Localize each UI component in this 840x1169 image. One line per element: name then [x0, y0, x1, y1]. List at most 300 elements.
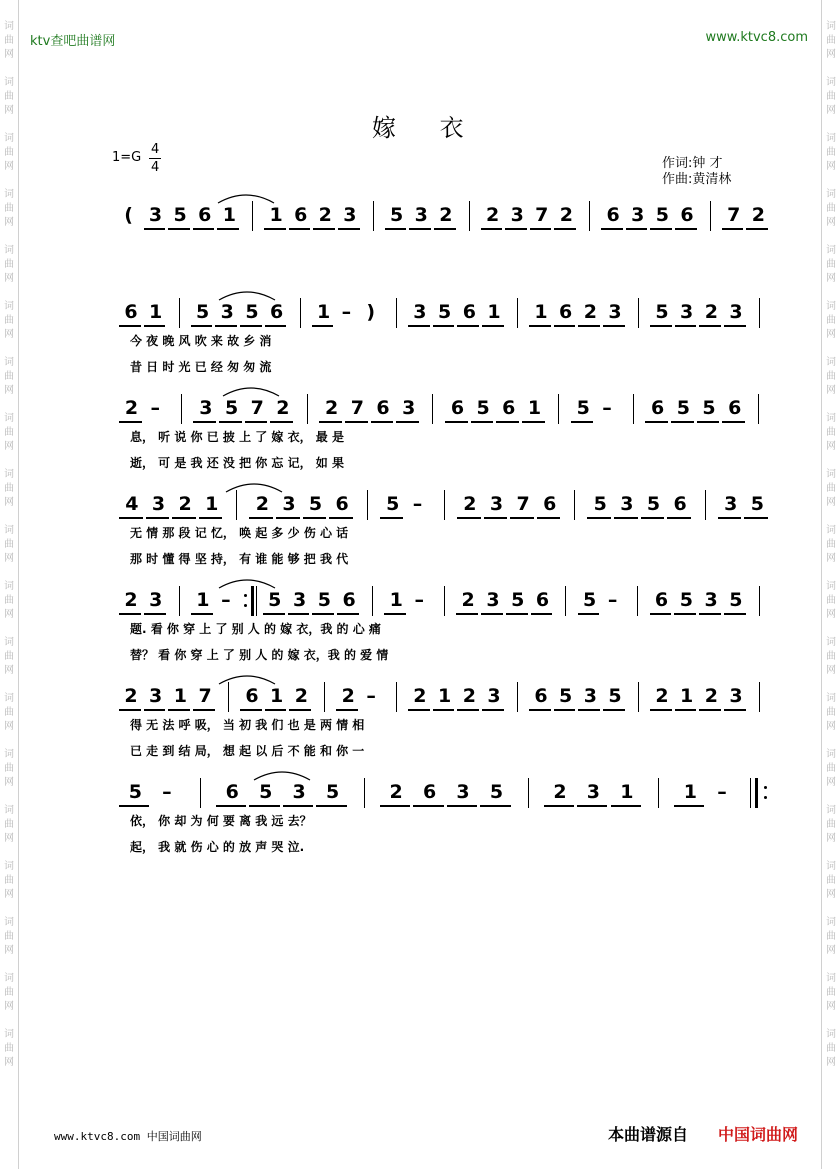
score-note: 1 — [270, 685, 284, 707]
score-note: 5 — [476, 397, 490, 419]
score-note: 3 — [724, 493, 738, 515]
beam-underline — [530, 228, 552, 230]
beam-underline — [554, 228, 576, 230]
beam-underline — [445, 421, 468, 423]
score-note: 3 — [680, 301, 694, 323]
slur-mark — [221, 384, 281, 398]
beam-underline — [482, 325, 504, 327]
score-note: – — [341, 301, 352, 323]
time-signature-top: 4 — [151, 142, 160, 157]
beam-underline — [722, 228, 744, 230]
bar-line — [444, 586, 445, 616]
lyric-line-verse-1: 无 情 那 段 记 忆， 唤 起 多 少 伤 心 话 — [130, 526, 349, 540]
bar-line — [181, 394, 182, 424]
beam-underline — [699, 325, 721, 327]
score-note: 5 — [750, 493, 764, 515]
slur-mark — [217, 576, 277, 590]
score-note: 1 — [196, 589, 210, 611]
score-note: 5 — [245, 301, 259, 323]
left-watermark: 词 曲 网 词 曲 网 词 曲 网 词 曲 网 词 曲 网 词 曲 网 词 曲 网 词 曲 网 词 曲 网 词 曲 网 词 曲 网 词 曲 网 词 曲 网 词 曲 网 词 曲 网 词 曲 网 词 曲 网 词 曲 网 词 曲 网 — [4, 21, 14, 1068]
score-note: – — [150, 397, 160, 419]
bar-line — [179, 586, 180, 616]
score-note: 3 — [608, 301, 622, 323]
beam-underline — [144, 709, 166, 711]
score-note: 2 — [485, 204, 500, 226]
bar-line — [396, 298, 397, 328]
bar-line — [638, 298, 639, 328]
bar-line — [307, 394, 308, 424]
beam-underline — [217, 228, 239, 230]
beam-underline — [650, 613, 672, 615]
beam-underline — [199, 517, 223, 519]
bar-line — [755, 778, 758, 808]
score-note: 6 — [651, 397, 665, 419]
score-note: 2 — [341, 685, 355, 707]
beam-underline — [578, 325, 600, 327]
song-title: 嫁 衣 — [372, 114, 482, 142]
score-note: 3 — [704, 589, 718, 611]
beam-underline — [219, 421, 242, 423]
score-note: – — [717, 781, 727, 803]
bar-line — [228, 682, 229, 712]
score-note: 2 — [255, 493, 269, 515]
beam-underline — [265, 325, 287, 327]
beam-underline — [433, 325, 455, 327]
slur-mark — [224, 480, 284, 494]
score-note: 5 — [729, 589, 743, 611]
lyric-line-verse-2: 替？ 看 你 穿 上 了 别 人 的 嫁 衣，我 的 爱 情 — [130, 648, 389, 662]
score-note: – — [366, 685, 376, 707]
beam-underline — [457, 709, 479, 711]
beam-underline — [396, 421, 419, 423]
beam-underline — [384, 613, 406, 615]
score-note: 5 — [655, 204, 669, 226]
beam-underline — [746, 228, 768, 230]
bar-line — [372, 586, 373, 616]
score-note: 2 — [276, 397, 290, 419]
beam-underline — [319, 421, 342, 423]
score-note: 1 — [534, 301, 548, 323]
beam-underline — [601, 228, 623, 230]
beam-underline — [554, 325, 576, 327]
beam-underline — [276, 517, 300, 519]
beam-underline — [408, 709, 430, 711]
score-note: 3 — [729, 301, 743, 323]
score-note: 6 — [376, 397, 390, 419]
score-note: 3 — [148, 204, 163, 226]
score-note: 2 — [583, 301, 597, 323]
score-note: 5 — [576, 397, 590, 419]
score-note: 6 — [502, 397, 516, 419]
score-note: 5 — [317, 589, 331, 611]
beam-underline — [537, 517, 561, 519]
score-note: 2 — [178, 493, 192, 515]
beam-underline — [313, 228, 335, 230]
beam-underline — [371, 421, 394, 423]
score-note: 4 — [125, 493, 139, 515]
beam-underline — [433, 709, 455, 711]
score-note: 3 — [292, 589, 307, 611]
beam-underline — [168, 709, 190, 711]
score-note: 5 — [128, 781, 142, 803]
beam-underline — [263, 613, 285, 615]
beam-underline — [240, 709, 262, 711]
score-note: 5 — [386, 493, 400, 515]
beam-underline — [338, 228, 360, 230]
bar-line — [517, 298, 518, 328]
lyric-line-verse-2: 昔 日 时 光 已 经 匆 匆 流 — [130, 360, 272, 374]
bar-line — [469, 201, 470, 231]
score-note: 6 — [654, 589, 669, 611]
score-note: 6 — [559, 301, 573, 323]
beam-underline — [345, 421, 368, 423]
score-note: 3 — [583, 685, 597, 707]
beam-underline — [506, 613, 528, 615]
beam-underline — [249, 517, 273, 519]
score-note: 2 — [439, 204, 453, 226]
score-note: 2 — [655, 685, 669, 707]
beam-underline — [614, 517, 638, 519]
beam-underline — [699, 709, 721, 711]
score-note: 1 — [620, 781, 634, 803]
lyric-line-verse-1: 得 无 法 呼 吸， 当 初 我 们 也 是 两 情 相 — [130, 718, 365, 732]
beam-underline — [611, 805, 641, 807]
header-site-name[interactable]: ktv查吧曲谱网 — [30, 34, 116, 49]
bar-line — [758, 394, 759, 424]
beam-underline — [457, 325, 479, 327]
beam-underline — [603, 709, 625, 711]
beam-underline — [193, 709, 215, 711]
score-note: 3 — [413, 301, 427, 323]
bar-line — [565, 586, 566, 616]
score-note: 5 — [173, 204, 187, 226]
score-note: 2 — [389, 781, 403, 803]
bar-line — [558, 394, 559, 424]
score-note: 1 — [487, 301, 501, 323]
beam-underline — [578, 613, 600, 615]
score-note: 3 — [282, 493, 296, 515]
beam-underline — [312, 325, 334, 327]
beam-underline — [312, 613, 334, 615]
beam-underline — [119, 325, 141, 327]
beam-underline — [554, 709, 576, 711]
lyric-line-verse-2: 那 时 懂 得 坚 持， 有 谁 能 够 把 我 代 — [130, 552, 349, 566]
beam-underline — [193, 228, 215, 230]
footer-origin-site[interactable]: 中国词曲网 — [718, 1125, 799, 1144]
beam-underline — [289, 228, 311, 230]
score-note: 6 — [462, 301, 476, 323]
right-margin-line — [821, 0, 822, 1169]
score-note: 1 — [149, 301, 163, 323]
bar-line — [638, 682, 639, 712]
bar-line-repeat — [750, 778, 751, 808]
score-note: 5 — [593, 493, 607, 515]
beam-underline — [510, 517, 534, 519]
score-note: 6 — [535, 589, 550, 611]
lyric-line-verse-1: 题. 看 你 穿 上 了 别 人 的 嫁 衣，我 的 心 痛 — [130, 622, 381, 636]
beam-underline — [675, 325, 697, 327]
bar-line — [589, 201, 590, 231]
score-note: 1 — [205, 493, 219, 515]
score-note: 5 — [308, 493, 323, 515]
beam-underline — [264, 228, 286, 230]
score-note: 2 — [461, 589, 475, 611]
score-note: ( — [124, 204, 133, 226]
score-note: 6 — [335, 493, 349, 515]
bar-line — [574, 490, 575, 520]
beam-underline — [577, 805, 607, 807]
beam-underline — [674, 613, 696, 615]
repeat-dot — [244, 594, 247, 597]
bar-line — [710, 201, 711, 231]
bar-line — [252, 201, 253, 231]
bar-line — [324, 682, 325, 712]
lyric-line-verse-1: 息， 听 说 你 已 披 上 了 嫁 衣， 最 是 — [130, 430, 344, 444]
beam-underline — [674, 805, 704, 807]
score-note: 5 — [438, 301, 452, 323]
score-note: 5 — [646, 493, 661, 515]
beam-underline — [144, 325, 166, 327]
score-note: 2 — [124, 397, 139, 419]
beam-underline — [641, 517, 665, 519]
beam-underline — [119, 805, 149, 807]
beam-underline — [447, 805, 477, 807]
bar-line — [759, 298, 760, 328]
beam-underline — [697, 421, 720, 423]
beam-underline — [481, 228, 503, 230]
beam-underline — [119, 517, 143, 519]
beam-underline — [650, 228, 672, 230]
beam-underline — [522, 421, 545, 423]
score-note: 6 — [534, 685, 548, 707]
beam-underline — [571, 421, 594, 423]
header-site-url[interactable]: www.ktvc8.com — [705, 30, 808, 45]
score-note: 5 — [224, 397, 239, 419]
score-note: 6 — [422, 781, 437, 803]
beam-underline — [216, 805, 246, 807]
beam-underline — [456, 613, 478, 615]
score-note: 3 — [456, 781, 470, 803]
score-note: 1 — [680, 685, 694, 707]
beam-underline — [529, 325, 551, 327]
score-note: 1 — [389, 589, 403, 611]
score-note: 6 — [680, 204, 694, 226]
beam-underline — [699, 613, 721, 615]
beam-underline — [409, 228, 431, 230]
beam-underline — [168, 228, 190, 230]
score-note: 2 — [751, 204, 765, 226]
bar-line — [251, 586, 254, 616]
score-note: 2 — [462, 685, 476, 707]
repeat-dot — [244, 604, 247, 607]
beam-underline — [481, 613, 503, 615]
score-note: 3 — [486, 589, 500, 611]
lyric-line-verse-2: 已 走 到 结 局， 想 起 以 后 不 能 和 你 一 — [130, 744, 365, 758]
score-note: 5 — [608, 685, 622, 707]
score-note: 1 — [683, 781, 697, 803]
score-note: 5 — [583, 589, 597, 611]
beam-underline — [603, 325, 625, 327]
score-note: 1 — [316, 301, 331, 323]
bar-line — [444, 490, 445, 520]
lyric-line-verse-2: 逝， 可 是 我 还 没 把 你 忘 记， 如 果 — [130, 456, 344, 470]
beam-underline — [587, 517, 611, 519]
beam-underline — [329, 517, 353, 519]
score-note: 3 — [220, 301, 234, 323]
score-note: 5 — [390, 204, 404, 226]
score-note: 3 — [620, 493, 634, 515]
beam-underline — [380, 805, 410, 807]
beam-underline — [408, 325, 430, 327]
beam-underline — [336, 709, 358, 711]
lyric-line-verse-2: 起， 我 就 伤 心 的 放 声 哭 泣. — [130, 840, 305, 854]
footer-origin-label: 本曲谱源自 — [608, 1125, 689, 1144]
beam-underline — [484, 517, 508, 519]
beam-underline — [718, 517, 742, 519]
score-note: 3 — [631, 204, 645, 226]
score-note: 5 — [676, 397, 690, 419]
score-note: 2 — [325, 397, 339, 419]
key-signature: 1=G — [112, 150, 142, 165]
slur-mark — [217, 288, 277, 302]
left-margin-line — [18, 0, 19, 1169]
beam-underline — [650, 709, 672, 711]
beam-underline — [434, 228, 456, 230]
beam-underline — [119, 421, 142, 423]
bar-line — [396, 682, 397, 712]
beam-underline — [270, 421, 293, 423]
score-note: 3 — [414, 204, 428, 226]
beam-underline — [724, 613, 746, 615]
score-note: 3 — [199, 397, 213, 419]
beam-underline — [529, 709, 551, 711]
beam-underline — [240, 325, 262, 327]
score-note: 7 — [350, 397, 364, 419]
bar-line — [658, 778, 659, 808]
score-note: – — [602, 397, 612, 419]
beam-underline — [380, 517, 404, 519]
beam-underline — [505, 228, 527, 230]
score-note: 3 — [487, 685, 501, 707]
slur-mark — [216, 191, 276, 205]
score-note: 3 — [729, 685, 743, 707]
score-note: 1 — [438, 685, 452, 707]
beam-underline — [645, 421, 668, 423]
beam-underline — [146, 517, 170, 519]
beam-underline — [119, 709, 141, 711]
score-note: 5 — [259, 781, 273, 803]
beam-underline — [675, 228, 697, 230]
beam-underline — [675, 709, 697, 711]
beam-underline — [578, 709, 600, 711]
beam-underline — [215, 325, 237, 327]
beam-underline — [667, 517, 691, 519]
score-note: 6 — [245, 685, 259, 707]
footer-source[interactable]: www.ktvc8.com 中国词曲网 — [54, 1130, 202, 1143]
lyric-line-verse-1: 今 夜 晚 风 吹 来 故 乡 消 — [130, 334, 272, 348]
repeat-dot — [764, 786, 767, 789]
beam-underline — [385, 228, 407, 230]
score-note: 2 — [704, 685, 718, 707]
score-note: 1 — [527, 397, 542, 419]
score-note: 5 — [325, 781, 340, 803]
score-note: – — [412, 493, 423, 515]
right-watermark: 词 曲 网 词 曲 网 词 曲 网 词 曲 网 词 曲 网 词 曲 网 词 曲 网 词 曲 网 词 曲 网 词 曲 网 词 曲 网 词 曲 网 词 曲 网 词 曲 网 词 曲 网 词 曲 网 词 曲 网 词 曲 网 词 曲 网 — [826, 21, 836, 1068]
lyricist: 作词:钟 才 — [662, 156, 723, 171]
score-note: 3 — [343, 204, 357, 226]
bar-line — [236, 490, 237, 520]
score-note: 3 — [151, 493, 166, 515]
beam-underline — [482, 709, 504, 711]
score-note: 6 — [294, 204, 308, 226]
beam-underline — [265, 709, 287, 711]
beam-underline — [193, 421, 216, 423]
bar-line — [432, 394, 433, 424]
slur-mark — [252, 768, 312, 782]
bar-line — [200, 778, 201, 808]
score-note: 5 — [702, 397, 716, 419]
beam-underline — [119, 613, 141, 615]
score-note: 1 — [269, 204, 283, 226]
bar-line — [367, 490, 368, 520]
score-note: 3 — [510, 204, 524, 226]
score-note: 2 — [413, 685, 427, 707]
beam-underline — [471, 421, 494, 423]
beam-underline — [337, 613, 359, 615]
score-note: 6 — [673, 493, 687, 515]
lyric-line-verse-1: 依， 你 却 为 何 要 离 我 远 去？ — [130, 814, 312, 828]
beam-underline — [496, 421, 519, 423]
beam-underline — [457, 517, 481, 519]
score-note: 7 — [516, 493, 530, 515]
score-note: 5 — [511, 589, 525, 611]
beam-underline — [288, 613, 310, 615]
score-note: – — [607, 589, 618, 611]
score-note: 2 — [294, 685, 308, 707]
beam-underline — [744, 517, 768, 519]
score-note: 5 — [559, 685, 573, 707]
beam-underline — [283, 805, 313, 807]
score-note: 2 — [553, 781, 567, 803]
time-signature-line — [149, 158, 161, 159]
score-note: 3 — [586, 781, 601, 803]
score-note: – — [221, 589, 231, 611]
beam-underline — [191, 325, 213, 327]
score-note: 3 — [149, 589, 163, 611]
score-note: 6 — [342, 589, 356, 611]
beam-underline — [144, 228, 166, 230]
bar-line — [364, 778, 365, 808]
beam-underline — [480, 805, 510, 807]
beam-underline — [724, 325, 746, 327]
bar-line — [759, 586, 760, 616]
beam-underline — [531, 613, 553, 615]
beam-underline — [191, 613, 213, 615]
score-note: 5 — [489, 781, 504, 803]
bar-line — [528, 778, 529, 808]
beam-underline — [245, 421, 268, 423]
score-note: 2 — [124, 589, 138, 611]
beam-underline — [650, 325, 672, 327]
composer: 作曲:黄清林 — [662, 172, 732, 187]
beam-underline — [671, 421, 694, 423]
score-note: 3 — [402, 397, 416, 419]
score-note: 3 — [489, 493, 504, 515]
score-note: 5 — [679, 589, 693, 611]
score-note: 7 — [198, 685, 212, 707]
score-note: – — [162, 781, 172, 803]
repeat-dot — [764, 796, 767, 799]
